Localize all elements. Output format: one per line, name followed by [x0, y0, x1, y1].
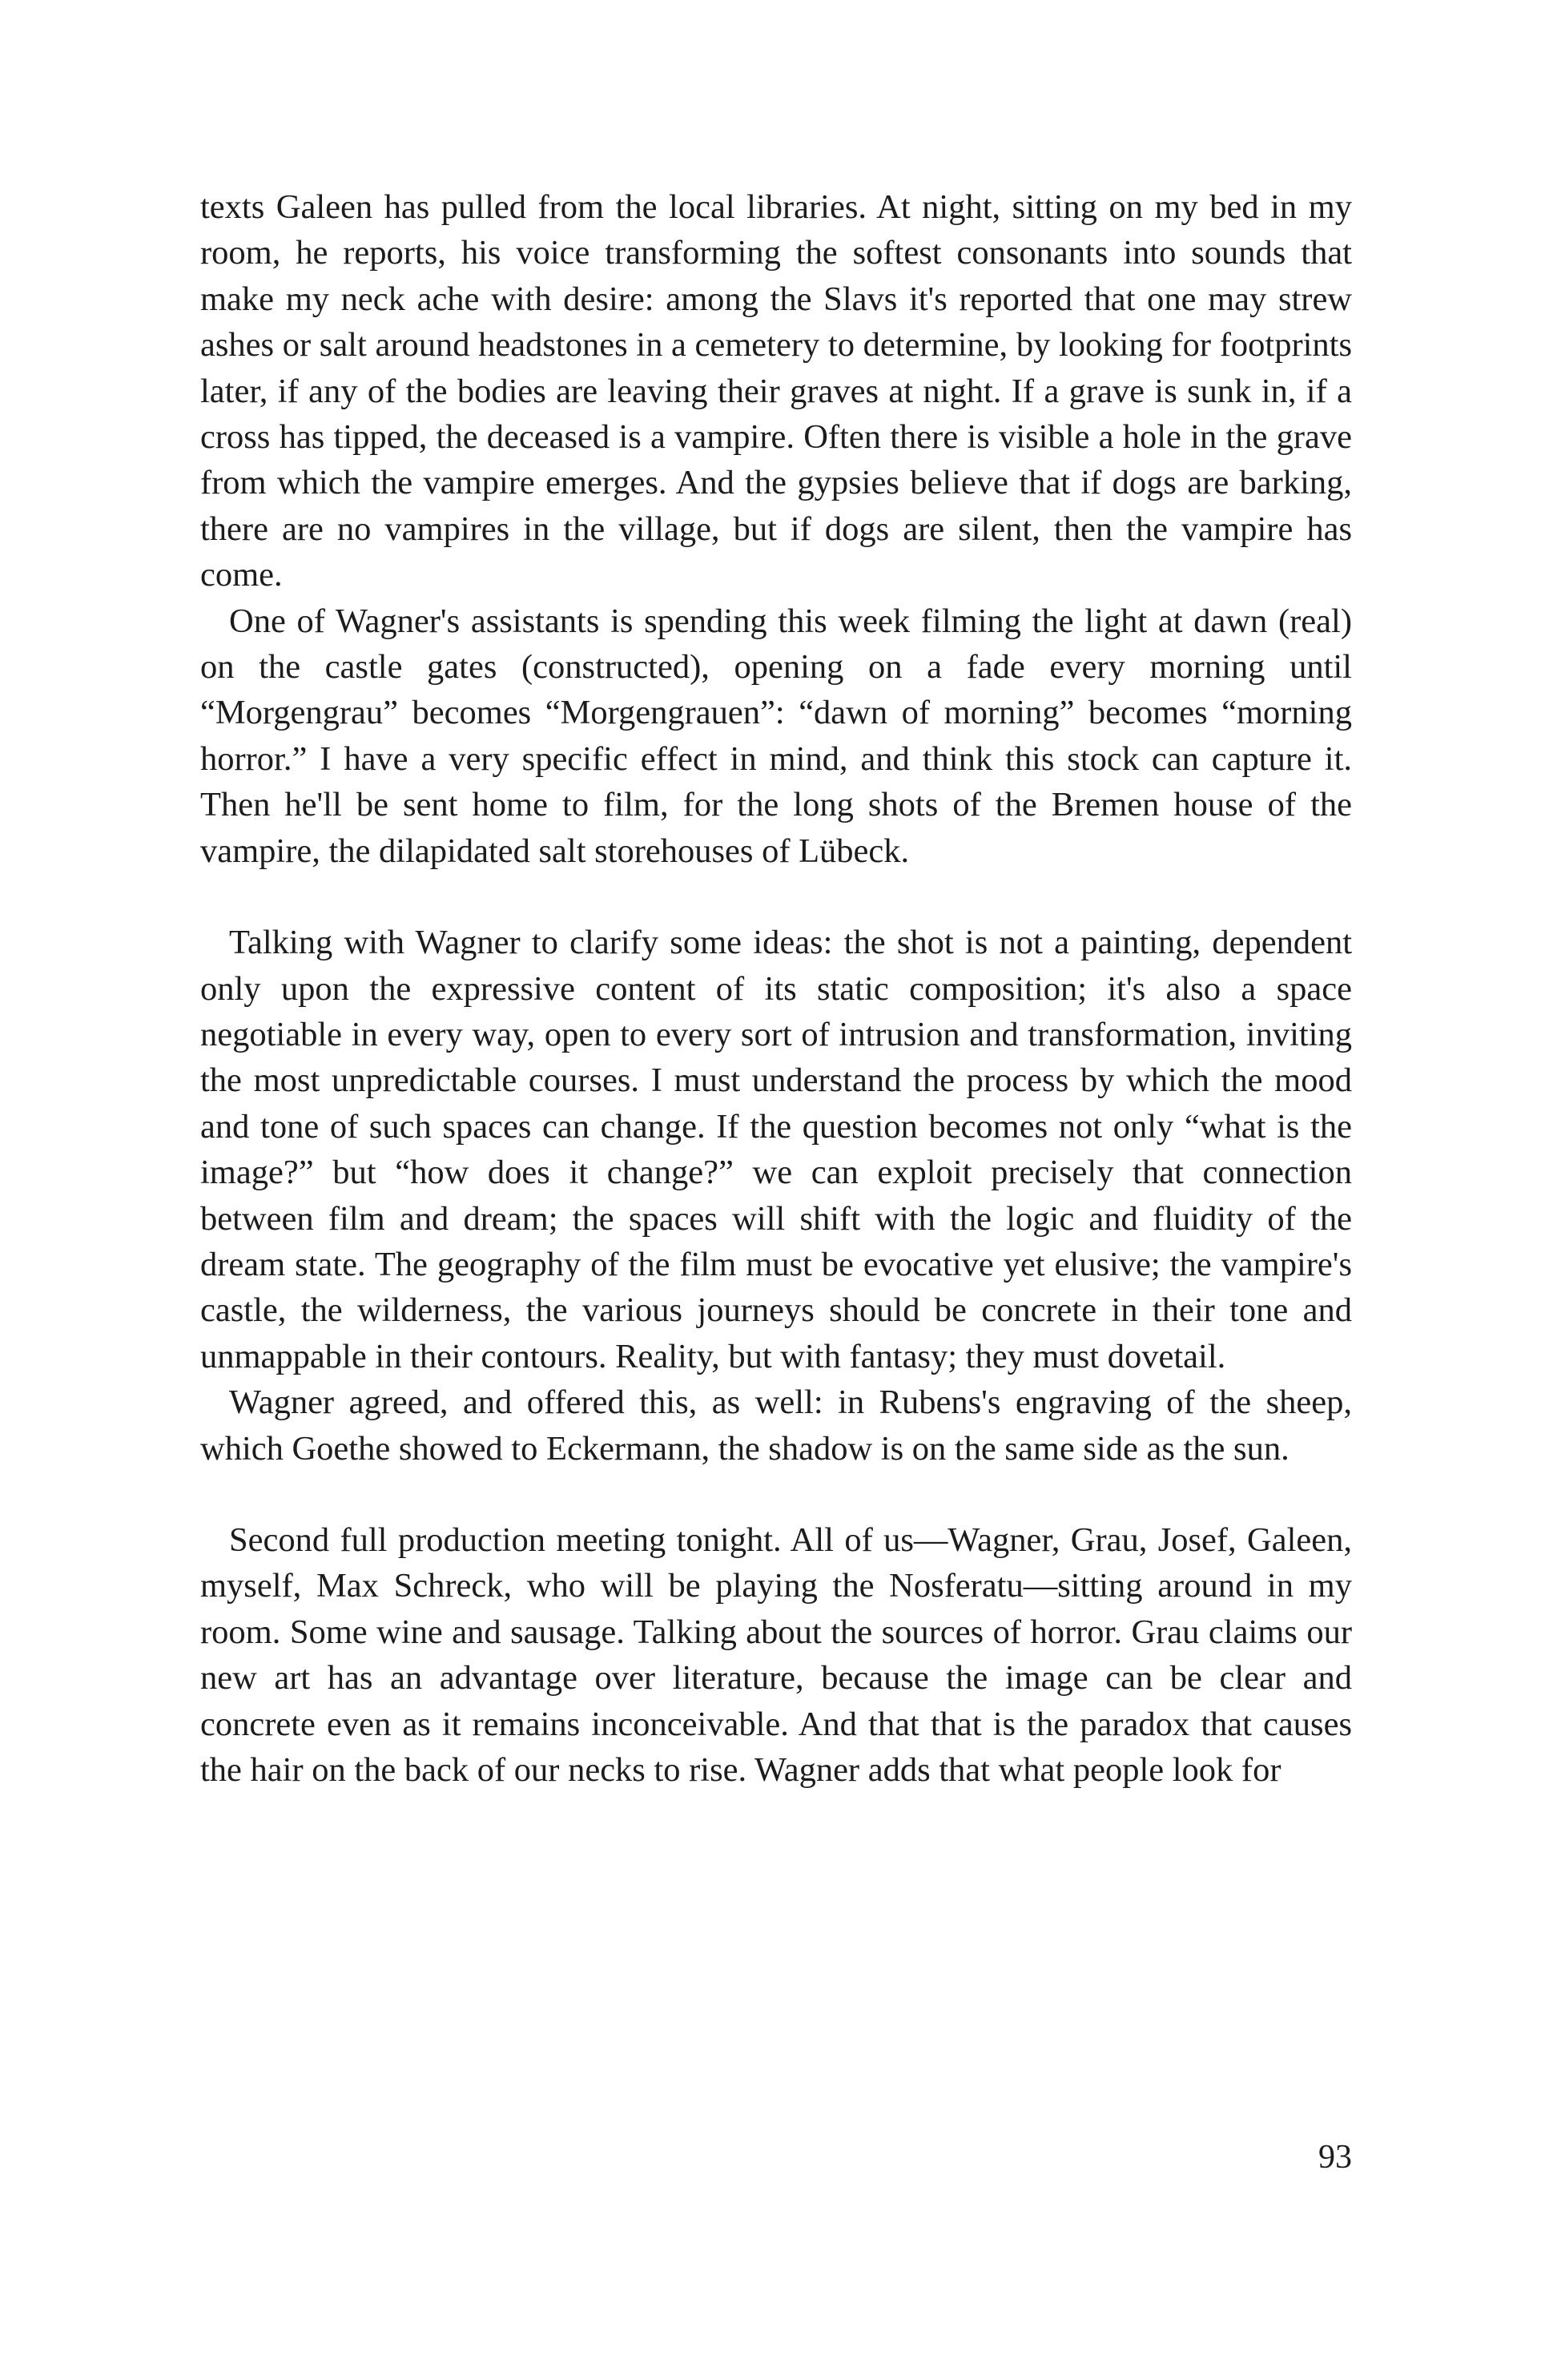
paragraph-continued: texts Galeen has pulled from the local libraries. At night, sitting on my bed in my room, he reports, his voice transforming the softest consonants into sounds that make my neck ache with desire: among the Slavs it's reported that one may strew ashes or salt around headstones in a cemetery to determine, by looking for footprints later, if any of the bodies are leaving their graves at night. If a grave is sunk in, if a cross has tipped, the deceased is a vampire. Often there is visible a hole in the grave from which the vampire emerges. And the gypsies believe that if dogs are barking, there are no vampires in the village, but if dogs are silent, then the vampire has come. — [200, 188, 1352, 594]
body-text — [200, 184, 1352, 1793]
paragraph-section-start: Second full production meeting tonight. All of us—Wagner, Grau, Josef, Galeen, myself, Max Schreck, who will be playing the Nosferatu—sitting around in my room. Some wine and sausage. Talking about the sources of horror. Grau claims our new art has an advantage over literature, because the image can be clear and concrete even as it remains inconceivable. And that that is the paradox that causes the hair on the back of our necks to rise. Wagner adds that what people look for — [200, 1520, 1352, 1789]
paragraph: Wagner agreed, and offered this, as well: in Rubens's engraving of the sheep, which Goethe showed to Eckermann, the shadow is on the same side as the sun. — [200, 1383, 1352, 1468]
paragraph: One of Wagner's assistants is spending this week filming the light at dawn (real) on the castle gates (constructed), opening on a fade every morning until “Morgengrau” becomes “Morgengrauen”: “dawn of morning” becomes “morning horror.” I have a very specific effect in mind, and think this stock can capture it. Then he'll be sent home to film, for the long shots of the Bremen house of the vampire, the dilapidated salt storehouses of Lübeck. — [200, 602, 1352, 870]
paragraph-section-start: Talking with Wagner to clarify some ideas: the shot is not a painting, dependent only upon the expressive content of its static composition; it's also a space negotiable in every way, open to every sort of intrusion and transformation, inviting the most unpredictable courses. I must understand the process by which the mood and tone of such spaces can change. If the question becomes not only “what is the image?” but “how does it change?” we can exploit precisely that connection between film and dream; the spaces will shift with the logic and fluidity of the dream state. The geography of the film must be evocative yet elusive; the vampire's castle, the wilderness, the various journeys should be concrete in their tone and unmappable in their contours. Reality, but with fantasy; they must dovetail. — [200, 924, 1352, 1375]
page-number: 93 — [1318, 2139, 1352, 2176]
